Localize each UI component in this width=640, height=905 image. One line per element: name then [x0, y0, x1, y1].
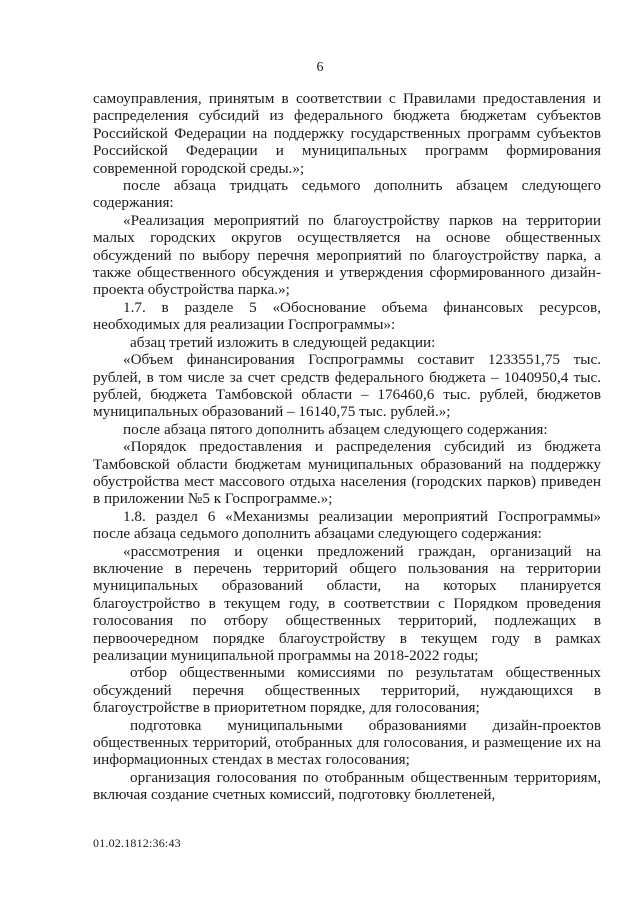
- paragraph: после абзаца пятого дополнить абзацем следующего содержания:: [123, 420, 548, 438]
- paragraph: «Объем финансирования Госпрограммы составит 1233551,75 тыс. рублей, в том числе за счет средств федерального бюджета – 1040950,4 тыс. рублей, бюджета Тамбовской области – 176460,6 тыс. рублей, бюджетов муниципальных образований – 16140,75 тыс. рублей.»;: [93, 351, 601, 421]
- paragraph: подготовка муниципальными образованиями дизайн-проектов общественных территорий, отобранных для голосования, и размещение их на информационных стендах в местах голосования;: [93, 716, 601, 769]
- document-body: [93, 90, 601, 804]
- paragraph: абзац третий изложить в следующей редакции:: [130, 333, 436, 351]
- paragraph: «рассмотрения и оценки предложений граждан, организаций на включение в перечень территорий общего пользования на территории муниципальных образований области, на которых планируется благоустройство в текущем году, в соответствии с Порядком проведения голосования по отбору общественных территорий, подлежащих в первоочередном порядке благоустройству в текущем году в рамках реализации муниципальной программы на 2018-2022 годы;: [93, 542, 601, 664]
- paragraph: самоуправления, принятым в соответствии с Правилами предоставления и распределения субсидий из федерального бюджета бюджетам субъектов Российской Федерации на поддержку государственных программ субъектов Российской Федерации и муниципальных программ формирования современной городской среды.»;: [93, 90, 601, 177]
- paragraph: организация голосования по отобранным общественным территориям, включая создание счетных комиссий, подготовку бюллетеней,: [93, 768, 601, 804]
- paragraph: 1.8. раздел 6 «Механизмы реализации мероприятий Госпрограммы» после абзаца седьмого дополнить абзацами следующего содержания:: [93, 507, 601, 543]
- page-number: 6: [316, 60, 324, 75]
- paragraph: отбор общественными комиссиями по результатам общественных обсуждений перечня общественных территорий, нуждающихся в благоустройстве в приоритетном порядке, для голосования;: [93, 664, 601, 717]
- paragraph: после абзаца тридцать седьмого дополнить абзацем следующего содержания:: [93, 177, 601, 212]
- paragraph: «Реализация мероприятий по благоустройству парков на территории малых городских округов осуществляется на основе общественных обсуждений по выбору перечня мероприятий по благоустройству парка, а также общественного обсуждения и утверждения сформированного дизайн-проекта обустройства парка.»;: [93, 211, 601, 299]
- document-footer-code: 01.02.1812:36:43: [93, 836, 181, 850]
- paragraph: 1.7. в разделе 5 «Обоснование объема финансовых ресурсов, необходимых для реализации Госпрограммы»:: [93, 298, 601, 334]
- paragraph: «Порядок предоставления и распределения субсидий из бюджета Тамбовской области бюджетам муниципальных образований на поддержку обустройства мест массового отдыха населения (городских парков) приведен в приложении №5 к Госпрограмме.»;: [93, 438, 601, 508]
